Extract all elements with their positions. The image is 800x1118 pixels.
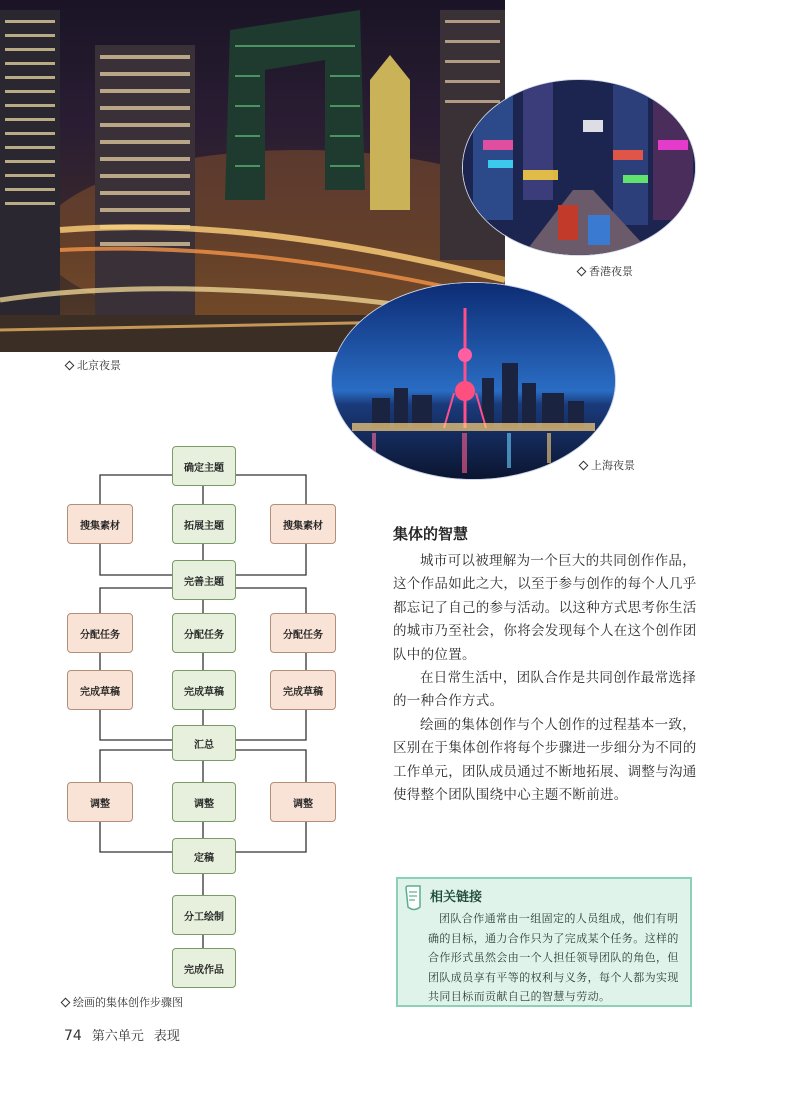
beijing-caption: 北京夜景 — [66, 357, 121, 373]
flow-step-draft-mid: 完成草稿 — [172, 670, 236, 710]
collective-creation-flowchart — [60, 440, 340, 990]
flow-step-summary: 汇总 — [172, 725, 236, 761]
hongkong-night-photo — [463, 80, 695, 255]
page-number: 74 — [64, 1028, 82, 1044]
related-links-text: 团队合作通常由一组固定的人员组成，他们有明确的目标，通力合作只为了完成某个任务。这样的合作形式虽然会由一个人担任领导团队的角色，但团队成员享有平等的权利与义务，每个人都为实现共同目标而贡献自己的智慧与劳动。 — [428, 912, 679, 1003]
diamond-bullet-icon — [61, 997, 71, 1007]
flow-step-theme: 确定主题 — [172, 446, 236, 486]
article-collective-wisdom — [393, 523, 703, 807]
article-paragraph-2: 在日常生活中，团队合作是共同创作最常选择的一种合作方式。 — [393, 670, 696, 710]
flow-step-divide: 分工绘制 — [172, 895, 236, 935]
diamond-bullet-icon — [579, 460, 589, 470]
flow-step-adjust-left: 调整 — [67, 782, 133, 822]
flow-step-expand: 拓展主题 — [172, 504, 236, 544]
flow-step-assign-right: 分配任务 — [270, 613, 336, 653]
shanghai-caption: 上海夜景 — [580, 457, 635, 473]
section-label: 表现 — [153, 1029, 180, 1044]
flow-step-collect-left: 搜集素材 — [67, 504, 133, 544]
diamond-bullet-icon — [65, 360, 75, 370]
flow-step-draft-right: 完成草稿 — [270, 670, 336, 710]
related-links-box — [396, 877, 692, 1007]
page-footer — [64, 1025, 180, 1044]
flow-step-collect-right: 搜集素材 — [270, 504, 336, 544]
flow-step-assign-mid: 分配任务 — [172, 613, 236, 653]
flow-step-assign-left: 分配任务 — [67, 613, 133, 653]
flow-step-draft-left: 完成草稿 — [67, 670, 133, 710]
hongkong-caption: 香港夜景 — [578, 263, 633, 279]
article-heading: 集体的智慧 — [393, 525, 469, 543]
flow-step-adjust-mid: 调整 — [172, 782, 236, 822]
flow-step-adjust-right: 调整 — [270, 782, 336, 822]
flow-step-complete: 完成作品 — [172, 948, 236, 988]
diamond-bullet-icon — [577, 266, 587, 276]
flowchart-caption: 绘画的集体创作步骤图 — [62, 994, 183, 1010]
unit-label: 第六单元 — [91, 1029, 144, 1044]
article-paragraph-3: 绘画的集体创作与个人创作的过程基本一致，区别在于集体创作将每个步骤进一步细分为不同的工作单元，团队成员通过不断地拓展、调整与沟通使得整个团队围绕中心主题不断前进。 — [393, 716, 697, 804]
flow-step-final: 定稿 — [172, 838, 236, 874]
flow-step-refine: 完善主题 — [172, 560, 236, 600]
related-links-title: 相关链接 — [430, 890, 483, 905]
shanghai-night-photo — [332, 283, 615, 479]
article-paragraph-1: 城市可以被理解为一个巨大的共同创作作品，这个作品如此之大，以至于参与创作的每个人几乎都忘记了自己的参与活动。以这种方式思考你生活的城市乃至社会，你将会发现每个人在这个创作团队中的位置。 — [393, 553, 697, 663]
note-page-icon — [404, 885, 424, 913]
